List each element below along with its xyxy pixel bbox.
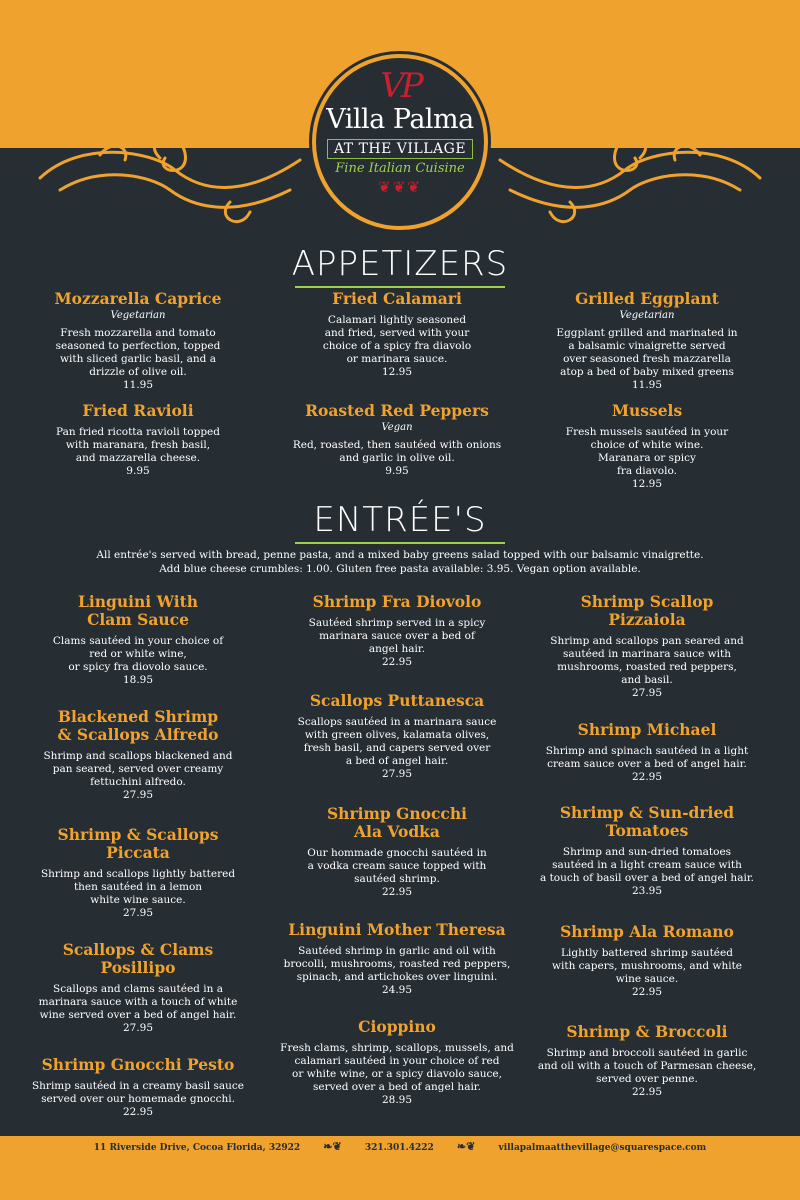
appetizers-heading-text: APPETIZERS <box>291 244 509 284</box>
menu-item <box>13 593 263 687</box>
menu-item <box>13 402 263 478</box>
menu-item <box>272 290 522 379</box>
menu-item-description: Fresh clams, shrimp, scallops, mussels, and calamari sautéed in your choice of red or white wine, or a spicy diavolo sauce, served over a bed of angel hair. <box>280 1042 514 1093</box>
menu-item <box>272 1018 522 1107</box>
menu-item-price: 22.95 <box>381 656 413 668</box>
menu-item-name: Shrimp Gnocchi Ala Vodka <box>326 804 468 841</box>
menu-item-price: 9.95 <box>126 465 150 477</box>
menu-item-name: Cioppino <box>358 1017 436 1036</box>
menu-item <box>13 1056 263 1119</box>
logo-monogram: VP <box>380 66 420 106</box>
menu-item-name: Linguini With Clam Sauce <box>77 592 199 629</box>
menu-item-description: Shrimp and spinach sautéed in a light cream sauce over a bed of angel hair. <box>545 745 749 770</box>
menu-item-description: Shrimp and scallops blackened and pan seared, served over creamy fettuchini alfredo. <box>43 750 233 788</box>
menu-item-tag: Vegetarian <box>619 310 675 321</box>
menu-item-name: Shrimp & Broccoli <box>566 1022 728 1041</box>
menu-item <box>522 1023 772 1099</box>
entrees-heading-text: ENTRÉE'S <box>313 500 487 540</box>
menu-item-description: Shrimp and sun-dried tomatoes sautéed in a light cream sauce with a touch of basil over a bed of angel hair. <box>539 846 755 884</box>
menu-item-description: Lightly battered shrimp sautéed with capers, mushrooms, and white wine sauce. <box>552 947 742 985</box>
menu-item-name: Shrimp Ala Romano <box>560 922 734 941</box>
appetizers-heading <box>0 244 800 288</box>
menu-item-name: Shrimp Fra Diovolo <box>312 592 482 611</box>
heading-underline <box>295 542 505 544</box>
menu-item <box>522 402 772 491</box>
menu-item <box>272 692 522 781</box>
menu-item <box>522 721 772 784</box>
menu-item-name: Scallops & Clams Posillipo <box>62 940 214 977</box>
menu-item-description: Eggplant grilled and marinated in a balsamic vinaigrette served over seasoned fresh mazzarella atop a bed of baby mixed greens <box>556 327 738 378</box>
menu-item-description: Clams sautéed in your choice of red or white wine, or spicy fra diovolo sauce. <box>52 635 224 673</box>
menu-item-price: 22.95 <box>631 1086 663 1098</box>
footer-address: 11 Riverside Drive, Cocoa Florida, 32922 <box>93 1143 301 1153</box>
menu-item <box>13 290 263 392</box>
menu-item-name: Linguini Mother Theresa <box>288 920 506 939</box>
logo-subtitle: AT THE VILLAGE <box>327 139 473 159</box>
menu-item-description: Calamari lightly seasoned and fried, served with your choice of a spicy fra diavolo or marinara sauce. <box>322 314 472 365</box>
menu-item <box>13 708 263 802</box>
footer-phone[interactable]: 321.301.4222 <box>364 1143 434 1153</box>
menu-item-name: Fried Ravioli <box>82 401 194 420</box>
menu-item-price: 22.95 <box>631 986 663 998</box>
entrees-heading <box>0 500 800 544</box>
logo-ornament: ❦❦❦ <box>378 178 422 196</box>
menu-item-description: Sautéed shrimp in garlic and oil with brocolli, mushrooms, roasted red peppers, spinach, and artichokes over linguini. <box>283 945 511 983</box>
menu-item-price: 12.95 <box>631 478 663 490</box>
menu-item <box>13 826 263 920</box>
menu-item-description: Scallops and clams sautéed in a marinara sauce with a touch of white wine served over a bed of angel hair. <box>38 983 238 1021</box>
menu-item <box>522 923 772 999</box>
restaurant-logo <box>312 54 488 230</box>
menu-item-name: Shrimp Michael <box>577 720 717 739</box>
footer-ornament: ❧❦ <box>456 1140 476 1153</box>
menu-item <box>272 402 522 478</box>
menu-item <box>522 593 772 700</box>
menu-item-name: Mussels <box>611 401 683 420</box>
menu-item-name: Scallops Puttanesca <box>309 691 485 710</box>
menu-item-price: 27.95 <box>122 789 154 801</box>
menu-item-tag: Vegetarian <box>110 310 166 321</box>
menu-item <box>272 593 522 669</box>
menu-item-description: Shrimp sautéed in a creamy basil sauce served over our homemade gnocchi. <box>31 1080 245 1105</box>
menu-item-price: 23.95 <box>631 885 663 897</box>
menu-item-price: 27.95 <box>631 687 663 699</box>
menu-item <box>522 804 772 898</box>
menu-item-price: 27.95 <box>122 907 154 919</box>
menu-item-description: Red, roasted, then sautéed with onions and garlic in olive oil. <box>292 439 502 464</box>
menu-item-name: Grilled Eggplant <box>575 289 719 308</box>
menu-item-description: Shrimp and scallops lightly battered then sautéed in a lemon white wine sauce. <box>40 868 236 906</box>
menu-item-price: 12.95 <box>381 366 413 378</box>
menu-item-price: 22.95 <box>631 771 663 783</box>
menu-item <box>272 805 522 899</box>
menu-item <box>13 941 263 1035</box>
menu-item-description: Our hommade gnocchi sautéed in a vodka cream sauce topped with sautéed shrimp. <box>307 847 487 885</box>
menu-item-price: 27.95 <box>381 768 413 780</box>
menu-item-price: 18.95 <box>122 674 154 686</box>
menu-item-price: 11.95 <box>631 379 663 391</box>
logo-tagline: Fine Italian Cuisine <box>335 161 465 176</box>
logo-name: Villa Palma <box>326 104 474 135</box>
menu-item-price: 22.95 <box>381 886 413 898</box>
menu-item-tag: Vegan <box>381 422 413 433</box>
menu-item-description: Fresh mussels sautéed in your choice of white wine. Maranara or spicy fra diavolo. <box>565 426 729 477</box>
footer-email[interactable]: villapalmaatthevillage@squarespace.com <box>498 1143 707 1153</box>
menu-item-price: 9.95 <box>385 465 409 477</box>
footer <box>0 1140 800 1153</box>
menu-item-price: 22.95 <box>122 1106 154 1118</box>
menu-item-description: Scallops sautéed in a marinara sauce with green olives, kalamata olives, fresh basil, and capers served over a bed of angel hair. <box>297 716 497 767</box>
heading-underline <box>295 286 505 288</box>
menu-item-description: Fresh mozzarella and tomato seasoned to perfection, topped with sliced garlic basil, and a drizzle of olive oil. <box>55 327 221 378</box>
menu-item-price: 28.95 <box>381 1094 413 1106</box>
menu-item-name: Shrimp Scallop Pizzaiola <box>580 592 714 629</box>
menu-item-name: Shrimp & Sun-dried Tomatoes <box>559 803 735 840</box>
footer-ornament: ❧❦ <box>323 1140 342 1153</box>
menu-item-description: Sautéed shrimp served in a spicy marinara sauce over a bed of angel hair. <box>308 617 486 655</box>
menu-item-description: Shrimp and scallops pan seared and sautéed in marinara sauce with mushrooms, roasted red peppers, and basil. <box>550 635 744 686</box>
menu-item-name: Roasted Red Peppers <box>305 401 489 420</box>
entree-notes: All entrée's served with bread, penne pasta, and a mixed baby greens salad topped with our balsamic vinaigrette. Add blue cheese crumbles: 1.00. Gluten free pasta available: 3.95. Vegan option available. <box>96 549 704 575</box>
menu-item-price: 24.95 <box>381 984 413 996</box>
menu-item-name: Blackened Shrimp & Scallops Alfredo <box>57 707 219 744</box>
menu-item-name: Fried Calamari <box>332 289 462 308</box>
menu-item-name: Shrimp & Scallops Piccata <box>57 825 219 862</box>
menu-item-name: Shrimp Gnocchi Pesto <box>41 1055 235 1074</box>
menu-item-description: Shrimp and broccoli sautéed in garlic and oil with a touch of Parmesan cheese, served over penne. <box>537 1047 757 1085</box>
menu-item <box>522 290 772 392</box>
menu-item-price: 11.95 <box>122 379 154 391</box>
menu-item-price: 27.95 <box>122 1022 154 1034</box>
menu-item-name: Mozzarella Caprice <box>54 289 222 308</box>
menu-item <box>272 921 522 997</box>
menu-item-description: Pan fried ricotta ravioli topped with maranara, fresh basil, and mazzarella cheese. <box>56 426 220 464</box>
